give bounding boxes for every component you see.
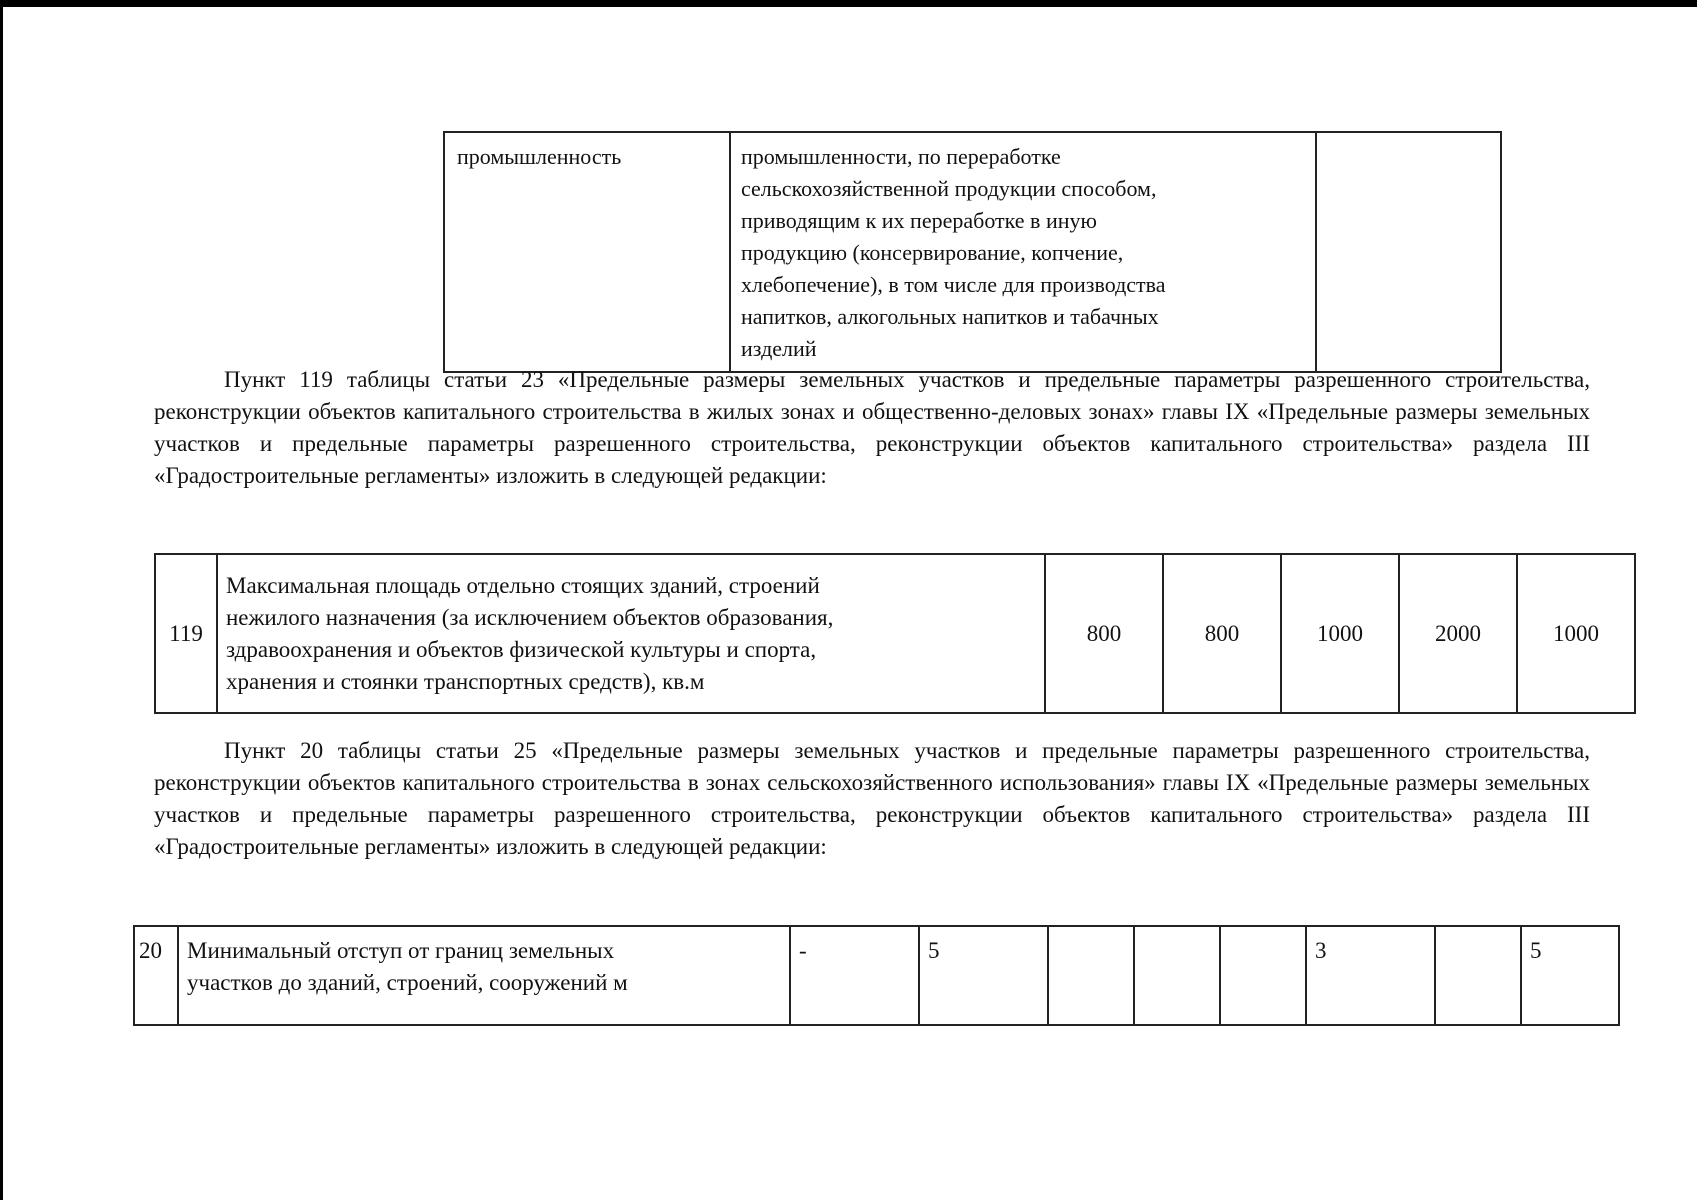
item-number: 20 xyxy=(134,926,178,1025)
value-cell: 1000 xyxy=(1517,554,1635,713)
description-line: участков до зданий, строений, сооружений м xyxy=(187,970,628,995)
value-cell: 3 xyxy=(1306,926,1435,1025)
table-row xyxy=(155,554,1635,713)
table-item-119 xyxy=(154,553,1636,714)
table-row xyxy=(134,926,1619,1025)
value-cell: 5 xyxy=(919,926,1048,1025)
description-line: продукцию (консервирование, копчение, xyxy=(741,240,1124,265)
description-line: здравоохранения и объектов физической культуры и спорта, xyxy=(226,636,817,662)
item-description xyxy=(217,554,1045,713)
amendment-paragraph-119: Пункт 119 таблицы статьи 23 «Предельные размеры земельных участков и предельные параметры разрешенного строительства, реконструкции объектов капитального строительства в жилых зонах и общественно-деловых зонах» главы IX «Предельные размеры земельных участков и предельные параметры разрешенного строительства, реконструкции объектов капитального строительства» раздела III «Градостроительные регламенты» изложить в следующей редакции: xyxy=(154,367,1590,488)
description-line: приводящим к их переработке в иную xyxy=(741,208,1097,233)
value-cell: - xyxy=(790,926,919,1025)
item-number: 119 xyxy=(155,554,217,713)
item-description xyxy=(178,926,790,1025)
value-cell xyxy=(1048,926,1134,1025)
table-row xyxy=(444,132,1501,372)
value-cell xyxy=(1220,926,1306,1025)
table-item-20 xyxy=(133,925,1620,1026)
table-cell-category: промышленность xyxy=(444,132,730,372)
description-line: хранения и стоянки транспортных средств), кв.м xyxy=(226,668,705,694)
table-continuation xyxy=(443,131,1502,373)
value-cell xyxy=(1134,926,1220,1025)
value-cell: 1000 xyxy=(1281,554,1399,713)
description-line: сельскохозяйственной продукции способом, xyxy=(741,176,1157,201)
description-line: Минимальный отступ от границ земельных xyxy=(187,938,615,963)
value-cell xyxy=(1435,926,1521,1025)
description-line: изделий xyxy=(741,336,817,361)
value-cell: 5 xyxy=(1521,926,1619,1025)
description-line: напитков, алкогольных напитков и табачных xyxy=(741,304,1159,329)
value-cell: 800 xyxy=(1163,554,1281,713)
table-cell-empty xyxy=(1316,132,1501,372)
scan-edge-left xyxy=(0,0,3,1200)
description-line: нежилого назначения (за исключением объектов образования, xyxy=(226,604,834,630)
description-line: промышленности, по переработке xyxy=(741,144,1061,169)
description-line: Максимальная площадь отдельно стоящих зданий, строений xyxy=(226,572,820,598)
value-cell: 800 xyxy=(1045,554,1163,713)
amendment-paragraph-20: Пункт 20 таблицы статьи 25 «Предельные размеры земельных участков и предельные параметры разрешенного строительства, реконструкции объектов капитального строительства в зонах сельскохозяйственного использования» главы IX «Предельные размеры земельных участков и предельные параметры разрешенного строительства, реконструкции объектов капитального строительства» раздела III «Градостроительные регламенты» изложить в следующей редакции: xyxy=(154,738,1590,859)
value-cell: 2000 xyxy=(1399,554,1517,713)
description-line: хлебопечение), в том числе для производства xyxy=(741,272,1166,297)
scan-edge-top xyxy=(0,0,1697,7)
table-cell-description xyxy=(730,132,1316,372)
